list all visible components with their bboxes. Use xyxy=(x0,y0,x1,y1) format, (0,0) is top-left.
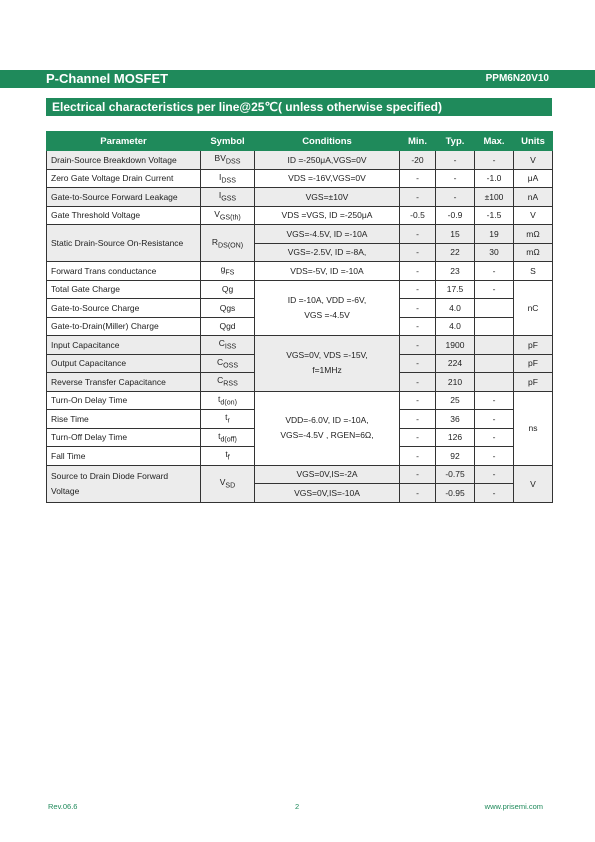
min-cell: - xyxy=(400,336,436,355)
symbol-cell: Qgs xyxy=(201,299,255,318)
typ-cell: 15 xyxy=(436,225,475,244)
unit-cell: V xyxy=(514,206,553,225)
max-cell: - xyxy=(475,410,514,429)
symbol-cell: $C_{RSS}$ xyxy=(201,373,255,392)
param-cell: Total Gate Charge xyxy=(47,280,201,299)
param-cell: Forward Trans conductance xyxy=(47,262,201,281)
unit-cell: S xyxy=(514,262,553,281)
typ-cell: 36 xyxy=(436,410,475,429)
max-cell: 19 xyxy=(475,225,514,244)
header-min: Min. xyxy=(400,132,436,151)
condition-cell: VDS =VGS, ID =-250μA xyxy=(255,206,400,225)
unit-cell: pF xyxy=(514,373,553,392)
unit-cell: nA xyxy=(514,188,553,207)
min-cell: - xyxy=(400,243,436,262)
min-cell: - xyxy=(400,465,436,484)
table-row xyxy=(47,188,553,207)
unit-cell: V xyxy=(514,151,553,170)
max-cell: - xyxy=(475,151,514,170)
min-cell: - xyxy=(400,391,436,410)
header-max: Max. xyxy=(475,132,514,151)
table-row xyxy=(47,391,553,410)
condition-cell: VDS =-16V,VGS=0V xyxy=(255,169,400,188)
page-number: 2 xyxy=(295,802,300,811)
condition-cell: VGS=-2.5V, ID =-8A, xyxy=(255,243,400,262)
max-cell xyxy=(475,299,514,318)
min-cell: - xyxy=(400,299,436,318)
max-cell xyxy=(475,354,514,373)
max-cell: -1.0 xyxy=(475,169,514,188)
symbol-cell: $t_f$ xyxy=(201,447,255,466)
min-cell: -20 xyxy=(400,151,436,170)
min-cell: -0.5 xyxy=(400,206,436,225)
unit-cell: mΩ xyxy=(514,225,553,244)
max-cell: - xyxy=(475,280,514,299)
table-row xyxy=(47,151,553,170)
param-cell: Drain-Source Breakdown Voltage xyxy=(47,151,201,170)
typ-cell: 22 xyxy=(436,243,475,262)
min-cell: - xyxy=(400,188,436,207)
typ-cell: 224 xyxy=(436,354,475,373)
condition-cell: VGS=-4.5V, ID =-10A xyxy=(255,225,400,244)
min-cell: - xyxy=(400,410,436,429)
header-symbol: Symbol xyxy=(201,132,255,151)
param-cell: Output Capacitance xyxy=(47,354,201,373)
header-bar xyxy=(0,70,595,88)
unit-cell: nC xyxy=(514,280,553,336)
typ-cell: - xyxy=(436,151,475,170)
param-cell: Turn-Off Delay Time xyxy=(47,428,201,447)
typ-cell: - xyxy=(436,169,475,188)
condition-cell: VGS=0V,IS=-2A xyxy=(255,465,400,484)
typ-cell: 25 xyxy=(436,391,475,410)
max-cell: -1.5 xyxy=(475,206,514,225)
param-cell: Zero Gate Voltage Drain Current xyxy=(47,169,201,188)
unit-cell: mΩ xyxy=(514,243,553,262)
typ-cell: 92 xyxy=(436,447,475,466)
symbol-cell: $C_{ISS}$ xyxy=(201,336,255,355)
max-cell: - xyxy=(475,428,514,447)
table-row xyxy=(47,465,553,484)
min-cell: - xyxy=(400,262,436,281)
min-cell: - xyxy=(400,428,436,447)
min-cell: - xyxy=(400,373,436,392)
table-row xyxy=(47,336,553,355)
symbol-cell: $t_{d(off)}$ xyxy=(201,428,255,447)
unit-cell: ns xyxy=(514,391,553,465)
condition-cell: VGS=0V, VDS =-15V, f=1MHz xyxy=(255,336,400,392)
param-cell: Gate-to-Source Charge xyxy=(47,299,201,318)
condition-cell: VDS=-5V, ID =-10A xyxy=(255,262,400,281)
symbol-cell: Qgd xyxy=(201,317,255,336)
website-link[interactable]: www.prisemi.com xyxy=(484,802,543,811)
min-cell: - xyxy=(400,317,436,336)
symbol-cell: $V_{GS(th)}$ xyxy=(201,206,255,225)
table-row xyxy=(47,225,553,244)
param-cell: Reverse Transfer Capacitance xyxy=(47,373,201,392)
typ-cell: 23 xyxy=(436,262,475,281)
symbol-cell: $t_{d(on)}$ xyxy=(201,391,255,410)
max-cell xyxy=(475,317,514,336)
unit-cell: pF xyxy=(514,336,553,355)
min-cell: - xyxy=(400,280,436,299)
param-cell: Fall Time xyxy=(47,447,201,466)
symbol-cell: $V_{SD}$ xyxy=(201,465,255,502)
electrical-characteristics-table xyxy=(46,131,553,503)
condition-cell: VGS=0V,IS=-10A xyxy=(255,484,400,503)
table-header-row xyxy=(47,132,553,151)
symbol-cell: $t_r$ xyxy=(201,410,255,429)
condition-cell: VGS=±10V xyxy=(255,188,400,207)
symbol-cell: $BV_{DSS}$ xyxy=(201,151,255,170)
condition-cell: VDD=-6.0V, ID =-10A, VGS=-4.5V , RGEN=6Ω, xyxy=(255,391,400,465)
symbol-cell: $g_{FS}$ xyxy=(201,262,255,281)
header-conditions: Conditions xyxy=(255,132,400,151)
max-cell: - xyxy=(475,465,514,484)
param-cell: Gate Threshold Voltage xyxy=(47,206,201,225)
typ-cell: 1900 xyxy=(436,336,475,355)
max-cell: - xyxy=(475,262,514,281)
header-parameter: Parameter xyxy=(47,132,201,151)
condition-cell: ID =-250μA,VGS=0V xyxy=(255,151,400,170)
min-cell: - xyxy=(400,354,436,373)
condition-cell: ID =-10A, VDD =-6V, VGS =-4.5V xyxy=(255,280,400,336)
symbol-cell: $R_{DS(ON)}$ xyxy=(201,225,255,262)
max-cell xyxy=(475,336,514,355)
min-cell: - xyxy=(400,447,436,466)
table-row xyxy=(47,169,553,188)
symbol-cell: Qg xyxy=(201,280,255,299)
typ-cell: 4.0 xyxy=(436,317,475,336)
param-cell: Rise Time xyxy=(47,410,201,429)
typ-cell: -0.95 xyxy=(436,484,475,503)
min-cell: - xyxy=(400,484,436,503)
symbol-cell: $C_{OSS}$ xyxy=(201,354,255,373)
section-bar xyxy=(46,98,552,116)
unit-cell: V xyxy=(514,465,553,502)
typ-cell: -0.75 xyxy=(436,465,475,484)
symbol-cell: $I_{DSS}$ xyxy=(201,169,255,188)
max-cell xyxy=(475,373,514,392)
header-typ: Typ. xyxy=(436,132,475,151)
max-cell: - xyxy=(475,391,514,410)
param-cell: Static Drain-Source On-Resistance xyxy=(47,225,201,262)
param-cell: Turn-On Delay Time xyxy=(47,391,201,410)
typ-cell: 126 xyxy=(436,428,475,447)
typ-cell: 4.0 xyxy=(436,299,475,318)
max-cell: ±100 xyxy=(475,188,514,207)
param-cell: Source to Drain Diode Forward Voltage xyxy=(47,465,201,502)
param-cell: Gate-to-Drain(Miller) Charge xyxy=(47,317,201,336)
header-units: Units xyxy=(514,132,553,151)
unit-cell: μA xyxy=(514,169,553,188)
max-cell: - xyxy=(475,447,514,466)
unit-cell: pF xyxy=(514,354,553,373)
section-title: Electrical characteristics per line@25℃( unless otherwise specified) xyxy=(52,100,443,114)
symbol-cell: $I_{GSS}$ xyxy=(201,188,255,207)
typ-cell: 210 xyxy=(436,373,475,392)
table-row xyxy=(47,206,553,225)
revision-label: Rev.06.6 xyxy=(48,802,78,811)
table-row xyxy=(47,262,553,281)
header-title: P-Channel MOSFET xyxy=(46,71,169,86)
typ-cell: -0.9 xyxy=(436,206,475,225)
part-number: PPM6N20V10 xyxy=(485,73,549,84)
min-cell: - xyxy=(400,169,436,188)
table-row xyxy=(47,280,553,299)
min-cell: - xyxy=(400,225,436,244)
typ-cell: 17.5 xyxy=(436,280,475,299)
max-cell: 30 xyxy=(475,243,514,262)
max-cell: - xyxy=(475,484,514,503)
param-cell: Input Capacitance xyxy=(47,336,201,355)
typ-cell: - xyxy=(436,188,475,207)
param-cell: Gate-to-Source Forward Leakage xyxy=(47,188,201,207)
